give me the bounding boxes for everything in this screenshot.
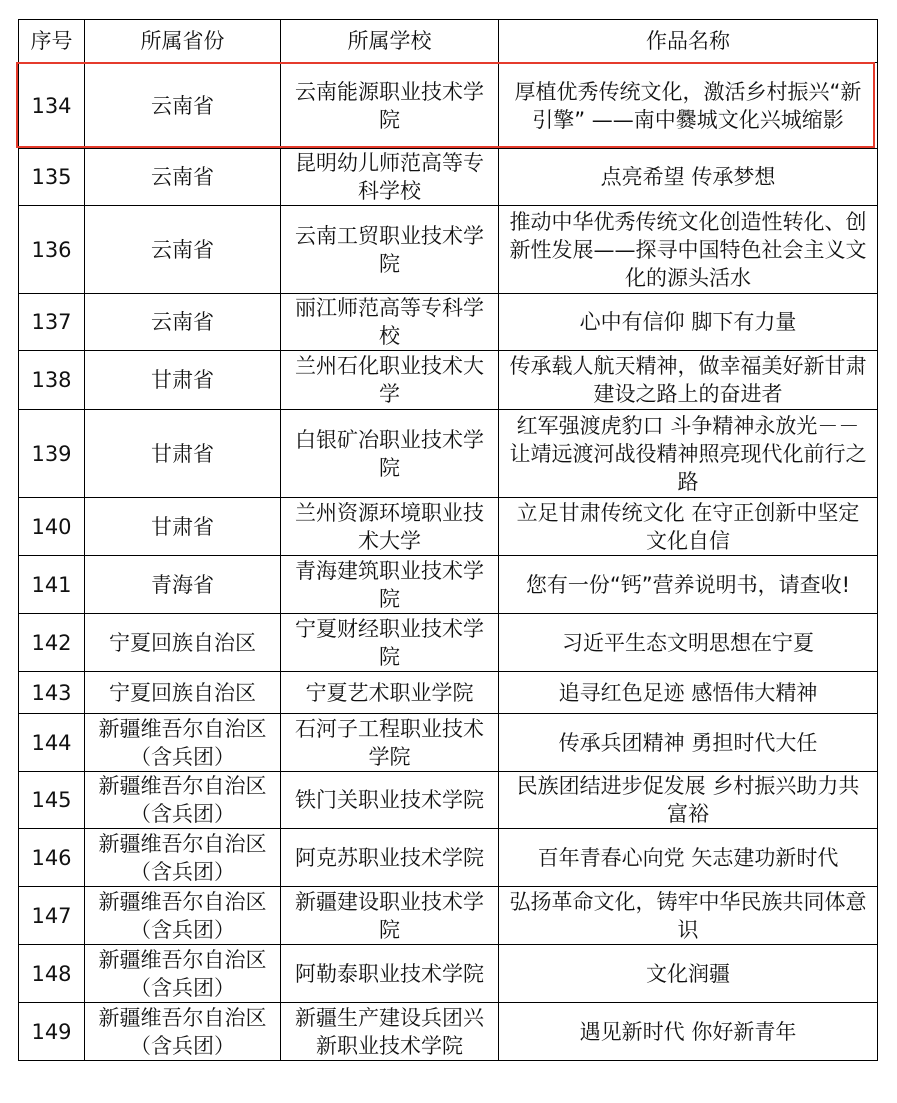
table-row: [19, 1003, 878, 1061]
cell-school: 阿勒泰职业技术学院: [281, 945, 499, 1003]
cell-title: 点亮希望 传承梦想: [499, 149, 878, 206]
table-row: [19, 714, 878, 772]
table-row: [19, 63, 878, 149]
table-row: [19, 556, 878, 614]
cell-province: 甘肃省: [85, 498, 281, 556]
table-row: [19, 887, 878, 945]
cell-school: 宁夏艺术职业学院: [281, 672, 499, 714]
cell-province: 新疆维吾尔自治区（含兵团）: [85, 772, 281, 829]
cell-no: 142: [19, 614, 85, 672]
cell-title: 推动中华优秀传统文化创造性转化、创新性发展——探寻中国特色社会主义文化的源头活水: [499, 206, 878, 294]
cell-school: 阿克苏职业技术学院: [281, 829, 499, 887]
cell-province: 云南省: [85, 294, 281, 351]
cell-school: 兰州石化职业技术大学: [281, 351, 499, 410]
cell-no: 145: [19, 772, 85, 829]
table-row: [19, 945, 878, 1003]
cell-province: 云南省: [85, 206, 281, 294]
cell-province: 新疆维吾尔自治区（含兵团）: [85, 1003, 281, 1061]
cell-no: 139: [19, 410, 85, 498]
cell-title: 追寻红色足迹 感悟伟大精神: [499, 672, 878, 714]
cell-province: 甘肃省: [85, 351, 281, 410]
cell-no: 144: [19, 714, 85, 772]
header-no: 序号: [19, 20, 85, 63]
cell-school: 石河子工程职业技术学院: [281, 714, 499, 772]
cell-title: 文化润疆: [499, 945, 878, 1003]
cell-title: 习近平生态文明思想在宁夏: [499, 614, 878, 672]
cell-province: 宁夏回族自治区: [85, 614, 281, 672]
cell-no: 136: [19, 206, 85, 294]
table-row: [19, 498, 878, 556]
cell-province: 新疆维吾尔自治区（含兵团）: [85, 945, 281, 1003]
cell-no: 148: [19, 945, 85, 1003]
cell-title: 您有一份“钙”营养说明书，请查收!: [499, 556, 878, 614]
table-row: [19, 614, 878, 672]
cell-no: 143: [19, 672, 85, 714]
cell-title: 心中有信仰 脚下有力量: [499, 294, 878, 351]
header-school: 所属学校: [281, 20, 499, 63]
cell-school: 新疆建设职业技术学院: [281, 887, 499, 945]
cell-school: 白银矿冶职业技术学院: [281, 410, 499, 498]
table-row: [19, 149, 878, 206]
cell-school: 兰州资源环境职业技术大学: [281, 498, 499, 556]
cell-school: 青海建筑职业技术学院: [281, 556, 499, 614]
cell-no: 137: [19, 294, 85, 351]
table-row: [19, 410, 878, 498]
cell-school: 铁门关职业技术学院: [281, 772, 499, 829]
cell-title: 民族团结进步促发展 乡村振兴助力共富裕: [499, 772, 878, 829]
cell-no: 138: [19, 351, 85, 410]
table-row: [19, 829, 878, 887]
cell-province: 新疆维吾尔自治区（含兵团）: [85, 829, 281, 887]
table-row: [19, 351, 878, 410]
works-table: [18, 19, 878, 1061]
cell-title: 红军强渡虎豹口 斗争精神永放光－－让靖远渡河战役精神照亮现代化前行之路: [499, 410, 878, 498]
cell-province: 新疆维吾尔自治区（含兵团）: [85, 887, 281, 945]
works-table-container: [18, 19, 877, 1061]
cell-school: 宁夏财经职业技术学院: [281, 614, 499, 672]
cell-no: 140: [19, 498, 85, 556]
table-row: [19, 772, 878, 829]
cell-province: 甘肃省: [85, 410, 281, 498]
cell-school: 昆明幼儿师范高等专科学校: [281, 149, 499, 206]
cell-no: 141: [19, 556, 85, 614]
cell-title: 传承载人航天精神，做幸福美好新甘肃建设之路上的奋进者: [499, 351, 878, 410]
header-province: 所属省份: [85, 20, 281, 63]
cell-no: 135: [19, 149, 85, 206]
cell-school: 新疆生产建设兵团兴新职业技术学院: [281, 1003, 499, 1061]
cell-school: 丽江师范高等专科学校: [281, 294, 499, 351]
cell-school: 云南能源职业技术学院: [281, 63, 499, 149]
cell-title: 弘扬革命文化，铸牢中华民族共同体意识: [499, 887, 878, 945]
table-row: [19, 672, 878, 714]
cell-title: 百年青春心向党 矢志建功新时代: [499, 829, 878, 887]
cell-province: 宁夏回族自治区: [85, 672, 281, 714]
cell-no: 134: [19, 63, 85, 149]
cell-province: 云南省: [85, 149, 281, 206]
cell-no: 146: [19, 829, 85, 887]
cell-title: 厚植优秀传统文化，激活乡村振兴“新引擎” ——南中爨城文化兴城缩影: [499, 63, 878, 149]
cell-no: 149: [19, 1003, 85, 1061]
cell-title: 遇见新时代 你好新青年: [499, 1003, 878, 1061]
header-row: [19, 20, 878, 63]
cell-province: 新疆维吾尔自治区（含兵团）: [85, 714, 281, 772]
cell-title: 传承兵团精神 勇担时代大任: [499, 714, 878, 772]
cell-no: 147: [19, 887, 85, 945]
header-title: 作品名称: [499, 20, 878, 63]
cell-province: 青海省: [85, 556, 281, 614]
table-row: [19, 294, 878, 351]
cell-school: 云南工贸职业技术学院: [281, 206, 499, 294]
cell-title: 立足甘肃传统文化 在守正创新中坚定文化自信: [499, 498, 878, 556]
cell-province: 云南省: [85, 63, 281, 149]
table-row: [19, 206, 878, 294]
